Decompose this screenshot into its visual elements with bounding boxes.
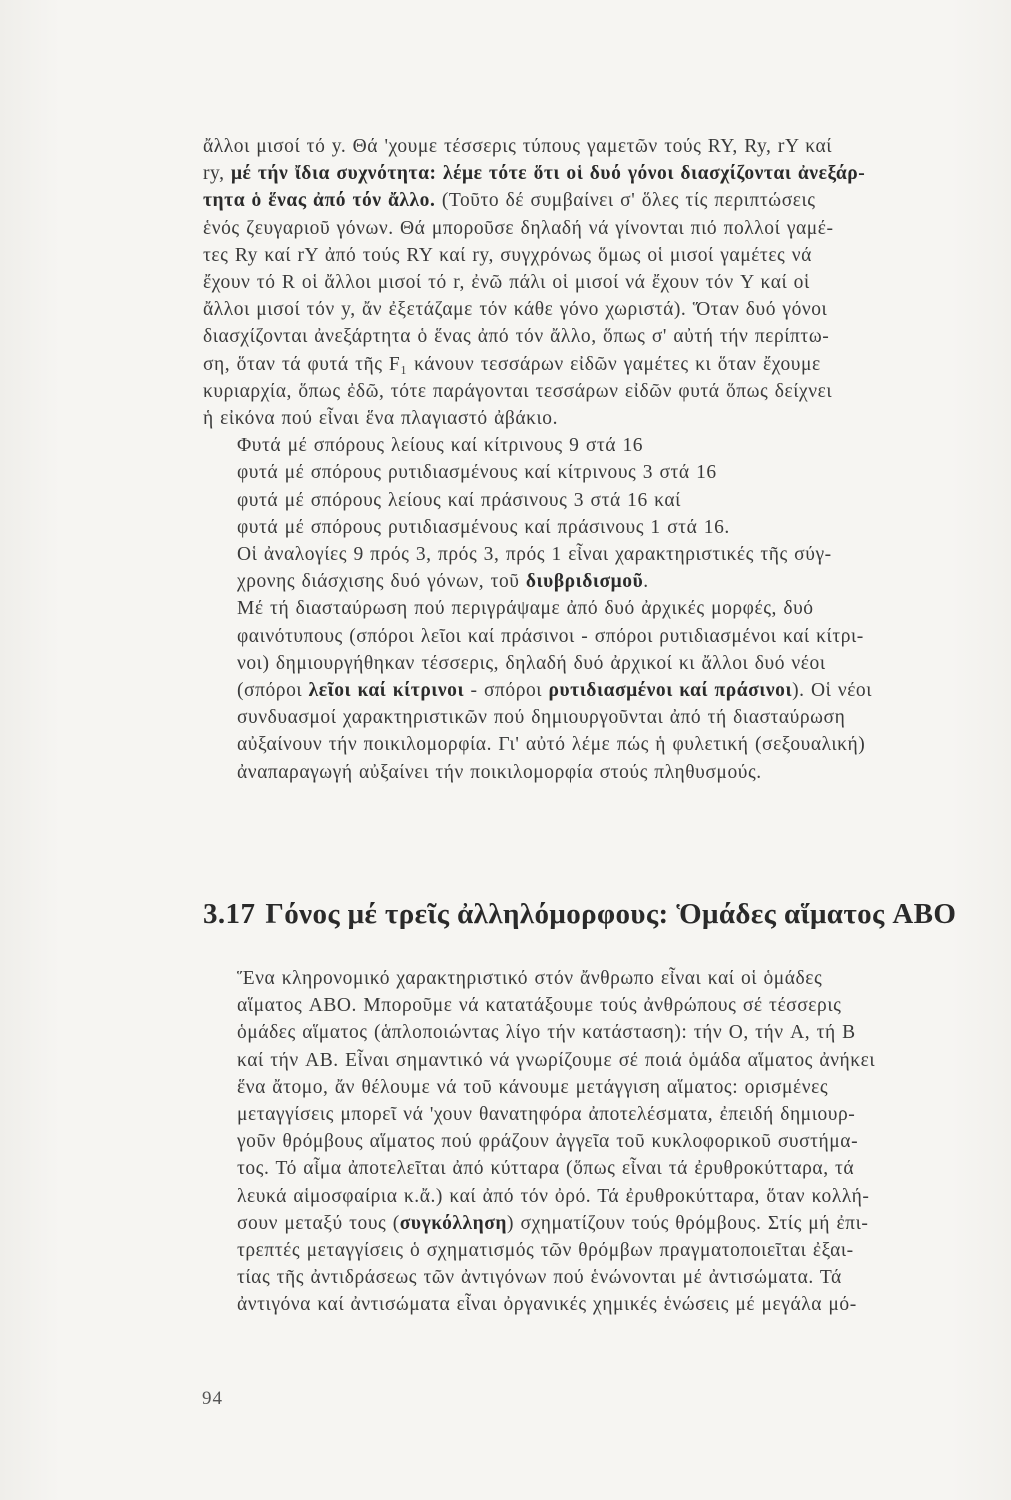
text-line: Μέ τή διασταύρωση πού περιγράψαμε ἀπό δυό ἀρχικές μορφές, δυό [237, 598, 814, 620]
text-line: αὐξαίνουν τήν ποικιλομορφία. Γι' αὐτό λέμε πώς ἡ φυλετική (σεξουαλική) [237, 734, 866, 756]
text-line: φαινότυπους (σπόροι λεῖοι καί πράσινοι - σπόροι ρυτιδιασμένοι καί κίτρι- [237, 625, 864, 647]
text-line: Ἕνα κληρονομικό χαρακτηριστικό στόν ἄνθρωπο εἶναι καί οἱ ὁμάδες [237, 968, 823, 989]
text-line: τος. Τό αἷμα ἀποτελεῖται ἀπό κύτταρα (ὅπως εἶναι τά ἐρυθροκύτταρα, τά [237, 1158, 855, 1180]
text-run: ). Οἱ νέοι [792, 680, 873, 702]
bold-phrase: τητα ὁ ἕνας ἀπό τόν ἄλλο. [203, 190, 436, 212]
text-line [203, 1210, 987, 1237]
bold-phrase: ρυτιδιασμένοι καί πράσινοι [548, 680, 793, 702]
section-heading [203, 898, 956, 931]
text-line [203, 187, 987, 214]
text-line: καί τήν AB. Εἶναι σημαντικό νά γνωρίζουμε σέ ποιά ὁμάδα αἵματος ἀνήκει [237, 1049, 876, 1071]
paragraph-gamete-types [203, 133, 987, 432]
text-line [203, 568, 987, 595]
text-line: τρεπτές μεταγγίσεις ὁ σχηματισμός τῶν θρόμβων πραγματοποιεῖται ἐξαι- [237, 1240, 854, 1262]
paragraph-diversity [203, 595, 987, 785]
text-line: ἄλλοι μισοί τόν y, ἄν ἐξετάζαμε τόν κάθε γόνο χωριστά). Ὅταν δυό γόνοι [203, 299, 828, 321]
text-line: φυτά μέ σπόρους ρυτιδιασμένους καί κίτρινους 3 στά 16 [237, 462, 717, 484]
text-run: (Τοῦτο δέ συμβαίνει σ' ὅλες τίς περιπτώσεις [435, 190, 816, 212]
bold-phrase: λεῖοι καί κίτρινοι [308, 680, 465, 702]
text-line: τες Ry καί rY ἀπό τούς RY καί ry, συγχρόνως ὅμως οἱ μισοί γαμέτες νά [203, 244, 812, 266]
paragraph-plant-ratios [203, 432, 987, 541]
text-line: λευκά αἱμοσφαίρια κ.ἄ.) καί ἀπό τόν ὀρό. Τά ἐρυθροκύτταρα, ὅταν κολλή- [237, 1185, 870, 1207]
text-line: ση, ὅταν τά φυτά τῆς F₁ κάνουν τεσσάρων εἰδῶν γαμέτες κι ὅταν ἔχουμε [203, 353, 821, 375]
text-line: ἄλλοι μισοί τό y. Θά 'χουμε τέσσερις τύπους γαμετῶν τούς RY, Ry, rY καί [203, 136, 833, 157]
bold-term-dihybridism: διυβριδισμοῦ [525, 571, 644, 593]
text-line: ἀντιγόνα καί ἀντισώματα εἶναι ὀργανικές χημικές ἑνώσεις μέ μεγάλα μό- [237, 1294, 857, 1316]
text-line: ὁμάδες αἵματος (ἁπλοποιώντας λίγο τήν κατάσταση): τήν O, τήν A, τή B [237, 1022, 856, 1044]
text-line: φυτά μέ σπόρους ρυτιδιασμένους καί πράσινους 1 στά 16. [237, 516, 730, 538]
text-line: ἕνα ἄτομο, ἄν θέλουμε νά τοῦ κάνουμε μετάγγιση αἵματος: ορισμένες [237, 1076, 829, 1098]
paragraph-dihybrid [203, 541, 987, 595]
page-number: 94 [202, 1388, 223, 1409]
text-run: ) σχηματίζουν τούς θρόμβους. Στίς μή ἐπι- [507, 1212, 869, 1234]
paragraph-blood-groups [203, 965, 987, 1319]
text-line [203, 160, 987, 187]
section-title: Γόνος μέ τρεῖς ἀλληλόμορφους: Ὁμάδες αἵματος ABO [265, 898, 957, 930]
text-line: νοι) δημιουργήθηκαν τέσσερις, δηλαδή δυό ἀρχικοί κι ἄλλοι δυό νέοι [237, 652, 826, 674]
text-run: (σπόροι [237, 680, 309, 702]
text-line: συνδυασμοί χαρακτηριστικῶν πού δημιουργοῦνται ἀπό τή διασταύρωση [237, 707, 846, 729]
text-line: γοῦν θρόμβους αἵματος πού φράζουν ἀγγεῖα τοῦ κυκλοφορικοῦ συστήμα- [237, 1131, 859, 1153]
text-line: αἵματος ABO. Μποροῦμε νά κατατάξουμε τούς ἀνθρώπους σέ τέσσερις [237, 995, 842, 1017]
body-text-top [203, 133, 987, 786]
bold-phrase: μέ τήν ἴδια συχνότητα: λέμε τότε ὅτι οἱ δυό γόνοι διασχίζονται ἀνεξάρ- [230, 163, 866, 185]
text-line: ἀναπαραγωγή αὐξαίνει τήν ποικιλομορφία στούς πληθυσμούς. [237, 761, 762, 783]
text-line: Φυτά μέ σπόρους λείους καί κίτρινους 9 στά 16 [237, 435, 644, 457]
text-run: - σπόροι [464, 680, 549, 702]
text-run: ry, [203, 163, 231, 185]
text-line [203, 677, 987, 704]
text-line: διασχίζονται ἀνεξάρτητα ὁ ἕνας ἀπό τόν ἄλλο, ὅπως σ' αὐτή τήν περίπτω- [203, 326, 830, 348]
text-line: ἔχουν τό R οἱ ἄλλοι μισοί τό r, ἐνῶ πάλι οἱ μισοί νά ἔχουν τόν Y καί οἱ [203, 272, 810, 294]
text-run: . [643, 571, 649, 593]
body-text-bottom [203, 965, 987, 1319]
text-line: κυριαρχία, ὅπως ἐδῶ, τότε παράγονται τεσσάρων εἰδῶν φυτά ὅπως δείχνει [203, 380, 833, 402]
text-line: Οἱ ἀναλογίες 9 πρός 3, πρός 3, πρός 1 εἶναι χαρακτηριστικές τῆς σύγ- [237, 544, 832, 566]
text-line: τίας τῆς ἀντιδράσεως τῶν ἀντιγόνων πού ἑνώνονται μέ ἀντισώματα. Τά [237, 1267, 842, 1289]
text-run: σουν μεταξύ τους ( [237, 1212, 400, 1234]
bold-term-agglutination: συγκόλληση [399, 1212, 508, 1234]
text-line: ἡ εἰκόνα πού εἶναι ἕνα πλαγιαστό ἀβάκιο. [203, 408, 558, 430]
section-number: 3.17 [203, 898, 256, 930]
text-line: φυτά μέ σπόρους λείους καί πράσινους 3 στά 16 καί [237, 489, 681, 511]
text-line: μεταγγίσεις μπορεῖ νά 'χουν θανατηφόρα ἀποτελέσματα, ἐπειδή δημιουρ- [237, 1104, 856, 1126]
text-line: ἑνός ζευγαριοῦ γόνων. Θά μποροῦσε δηλαδή νά γίνονται πιό πολλοί γαμέ- [203, 217, 834, 239]
text-run: χρονης διάσχισης δυό γόνων, τοῦ [237, 571, 526, 593]
